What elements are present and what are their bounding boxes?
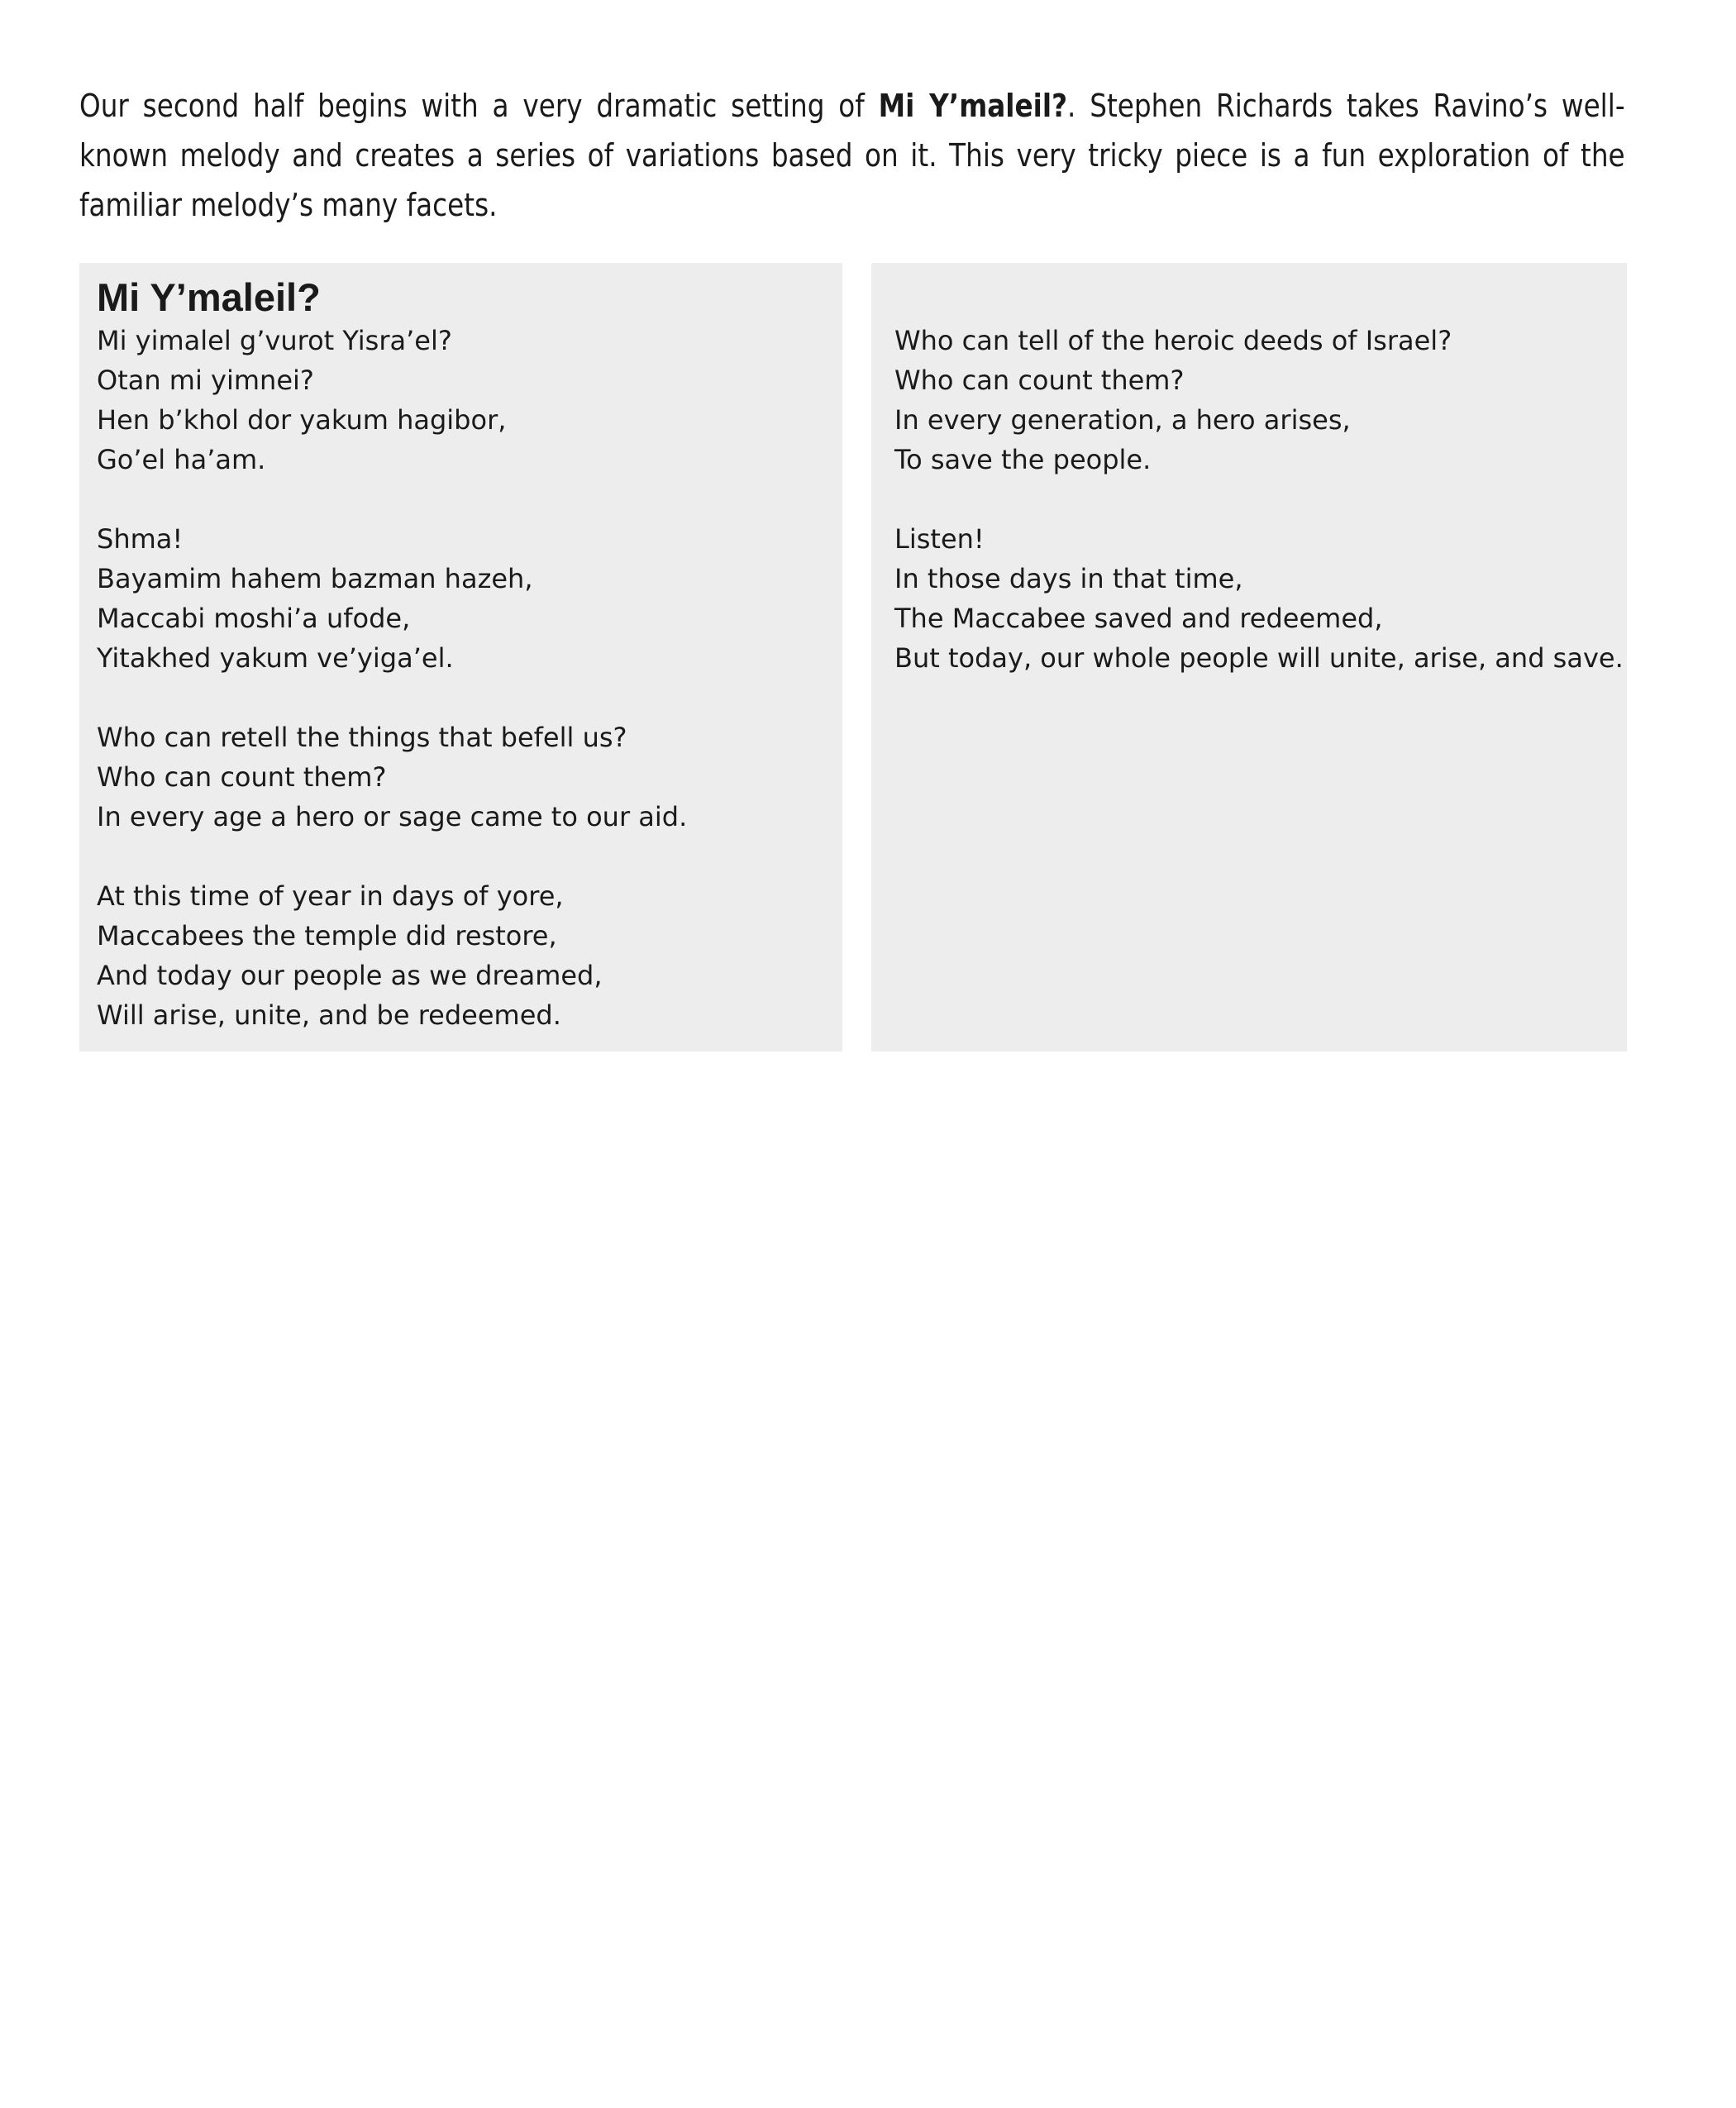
translation-line: Who can count them? xyxy=(894,365,1185,396)
translation-line: The Maccabee saved and redeemed, xyxy=(894,603,1383,634)
title-spacer xyxy=(894,274,1627,321)
lyric-line: Will arise, unite, and be redeemed. xyxy=(97,999,561,1031)
translation-line: Listen! xyxy=(894,523,985,555)
intro-paragraph xyxy=(79,81,1625,230)
original-stanza-4 xyxy=(97,876,842,1035)
lyric-line: Shma! xyxy=(97,523,184,555)
lyric-line: Maccabees the temple did restore, xyxy=(97,920,557,951)
original-stanza-1 xyxy=(97,321,842,479)
original-stanza-2 xyxy=(97,519,842,678)
translation-stanza-1 xyxy=(894,321,1627,479)
lyric-line: In every age a hero or sage came to our aid. xyxy=(97,801,688,832)
lyric-line: At this time of year in days of yore, xyxy=(97,880,564,912)
lyric-line: And today our people as we dreamed, xyxy=(97,960,603,991)
intro-text-after: . Stephen Richards takes Ravino’s well-known melody and creates a series of variations based on it. This very tricky piece is a fun exploration of the familiar melody’s many facets. xyxy=(79,88,1625,223)
translation-line: Who can tell of the heroic deeds of Israel? xyxy=(894,325,1452,356)
lyric-line: Maccabi moshi’a ufode, xyxy=(97,603,411,634)
lyric-line: Who can retell the things that befell us? xyxy=(97,722,627,753)
song-title: Mi Y’maleil? xyxy=(97,275,321,319)
intro-text-before: Our second half begins with a very dramatic setting of xyxy=(79,88,879,124)
translation-line: In every generation, a hero arises, xyxy=(894,404,1351,436)
lyric-line: Yitakhed yakum ve’yiga’el. xyxy=(97,642,454,674)
intro-song-title: Mi Y’maleil? xyxy=(878,88,1068,124)
lyric-line: Go’el ha’am. xyxy=(97,444,266,475)
translation-line: In those days in that time, xyxy=(894,563,1243,594)
lyric-line: Mi yimalel g’vurot Yisra’el? xyxy=(97,325,452,356)
original-stanza-3 xyxy=(97,718,842,837)
lyric-line: Bayamim hahem bazman hazeh, xyxy=(97,563,533,594)
lyric-line: Who can count them? xyxy=(97,761,387,793)
translation-line: But today, our whole people will unite, arise, and save. xyxy=(894,642,1624,674)
original-lyrics-panel xyxy=(79,263,842,1052)
translation-panel xyxy=(871,263,1627,1052)
translation-line: To save the people. xyxy=(894,444,1152,475)
lyric-line: Otan mi yimnei? xyxy=(97,365,314,396)
translation-stanza-2 xyxy=(894,519,1627,678)
lyric-line: Hen b’khol dor yakum hagibor, xyxy=(97,404,507,436)
